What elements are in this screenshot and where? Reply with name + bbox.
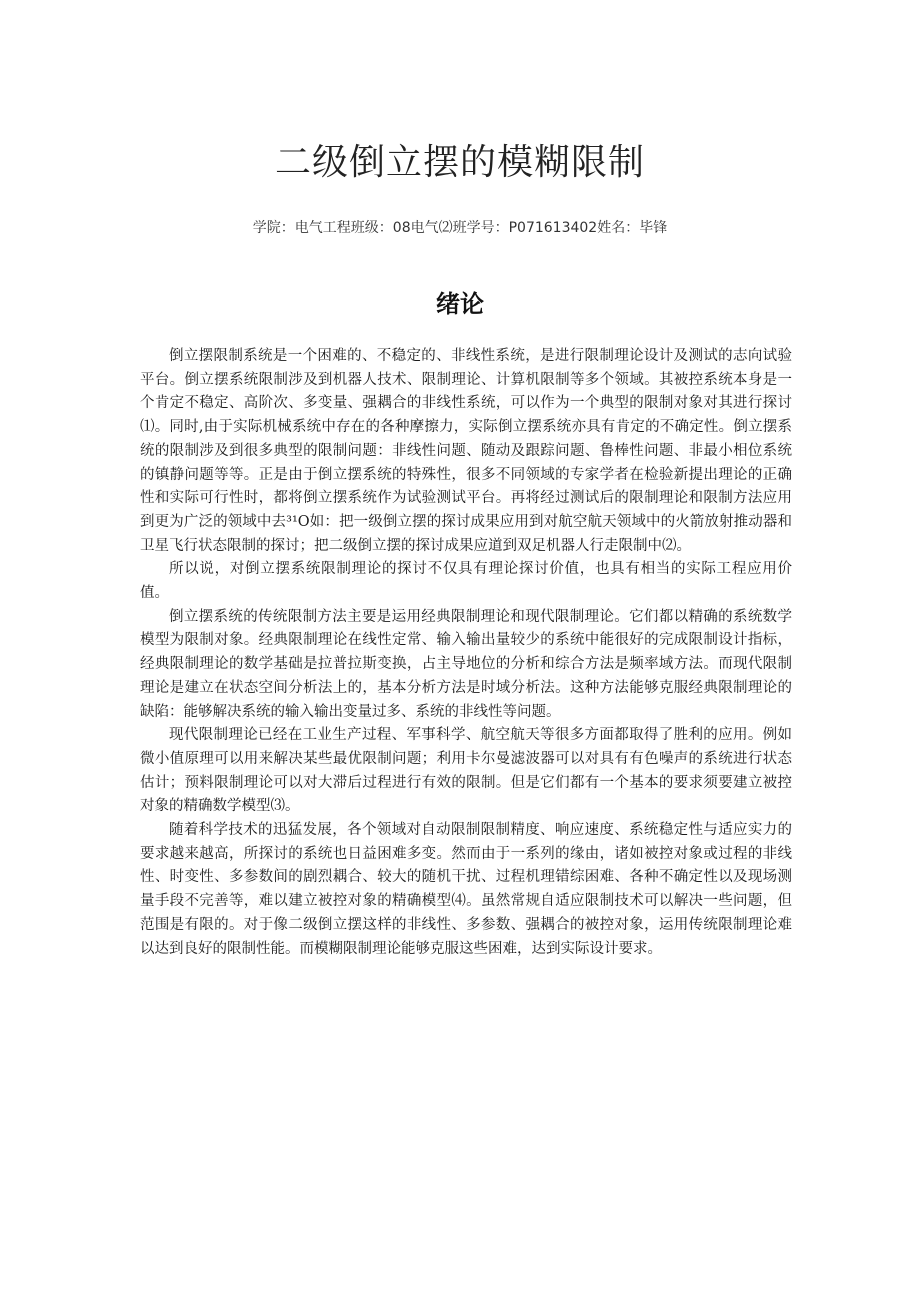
paragraph: 随着科学技术的迅猛发展，各个领域对自动限制限制精度、响应速度、系统稳定性与适应实力的要求越来越高，所探讨的系统也日益困难多变。然而由于一系列的缘由，诸如被控对象或过程的非线性、时变性、多参数间的剧烈耦合、较大的随机干扰、过程机理错综困难、各种不确定性以及现场测量手段不完善等，难以建立被控对象的精确模型⑷。虽然常规自适应限制技术可以解决一些问题，但范围是有限的。对于像二级倒立摆这样的非线性、多参数、强耦合的被控对象，运用传统限制理论难以达到良好的限制性能。而模糊限制理论能够克服这些困难，达到实际设计要求。 <box>140 822 792 957</box>
paragraph: 倒立摆限制系统是一个困难的、不稳定的、非线性系统，是进行限制理论设计及测试的志向试验平台。倒立摆系统限制涉及到机器人技术、限制理论、计算机限制等多个领域。其被控系统本身是一个肯定不稳定、高阶次、多变量、强耦合的非线性系统，可以作为一个典型的限制对象对其进行探讨⑴。同时,由于实际机械系统中存在的各种摩擦力，实际倒立摆系统亦具有肯定的不确定性。倒立摆系统的限制涉及到很多典型的限制问题：非线性问题、随动及跟踪问题、鲁棒性问题、非最小相位系统的镇静问题等等。正是由于倒立摆系统的特殊性，很多不同领域的专家学者在检验新提出理论的正确性和实际可行性时，都将倒立摆系统作为试验测试平台。再将经过测试后的限制理论和限制方法应用到更为广泛的领域中去³¹O如：把一级倒立摆的探讨成果应用到对航空航天领域中的火箭放射推动器和卫星飞行状态限制的探讨；把二级倒立摆的探讨成果应道到双足机器人行走限制中⑵。 <box>140 348 792 554</box>
body-text <box>140 345 792 961</box>
paragraph: 现代限制理论已经在工业生产过程、军事科学、航空航天等很多方面都取得了胜利的应用。例如微小值原理可以用来解决某些最优限制问题；利用卡尔曼滤波器可以对具有有色噪声的系统进行状态估计；预料限制理论可以对大滞后过程进行有效的限制。但是它们都有一个基本的要求须要建立被控对象的精确数学模型⑶。 <box>140 727 792 815</box>
section-heading: 绪论 <box>436 290 484 318</box>
paragraph: 所以说，对倒立摆系统限制理论的探讨不仅具有理论探讨价值，也具有相当的实际工程应用价值。 <box>140 561 792 602</box>
document-title: 二级倒立摆的模糊限制 <box>274 142 645 183</box>
author-info: 学院：电气工程班级：08电气⑵班学号：P071613402姓名：毕锋 <box>252 220 668 236</box>
paragraph: 倒立摆系统的传统限制方法主要是运用经典限制理论和现代限制理论。它们都以精确的系统数学模型为限制对象。经典限制理论在线性定常、输入输出量较少的系统中能很好的完成限制设计指标，经典限制理论的数学基础是拉普拉斯变换，占主导地位的分析和综合方法是频率域方法。而现代限制理论是建立在状态空间分析法上的，基本分析方法是时域分析法。这种方法能够克服经典限制理论的缺陷：能够解决系统的输入输出变量过多、系统的非线性等问题。 <box>140 608 792 720</box>
